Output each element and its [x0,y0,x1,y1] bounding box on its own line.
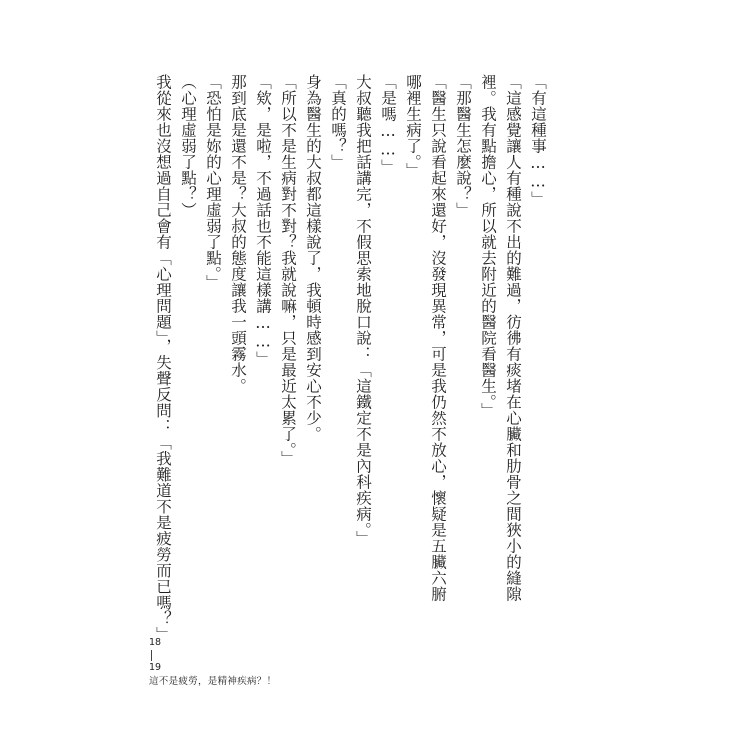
page-folio [149,637,276,688]
paragraph-11: 那到底是還不是？大叔的態度讓我一頭霧水。 [229,74,247,394]
paragraph-3: 「那醫生怎麼說？」 [454,74,472,218]
paragraph-2: 「這感覺讓人有種說不出的難過，彷彿有痰堵在心臟和肋骨之間狹小的縫隙裡。我有點擔心，所以就去附近的醫院看醫生。」 [479,74,522,602]
folio-divider [151,650,152,661]
paragraph-4: 「醫生只說看起來還好，沒發現異常，可是我仍然不放心，懷疑是五臟六腑哪裡生病了。」 [404,74,447,602]
paragraph-7: 「真的嗎？」 [329,74,347,170]
paragraph-13: （心理虛弱了點？） [179,74,197,218]
page-number-left: 18 [149,637,162,648]
paragraph-5: 「是嗎……」 [379,74,397,175]
page-number-right: 19 [149,662,162,673]
paragraph-9: 「所以不是生病對不對？我就說嘛，只是最近太累了。」 [279,74,297,467]
paragraph-8: 身為醫生的大叔都這樣說了，我頓時感到安心不少。 [304,74,322,442]
paragraph-14: 我從來也沒想過自己會有「心理問題」，失聲反問：「我難道不是疲勞而已嗎？」 [154,74,172,643]
paragraph-10: 「欸，是啦，不過話也不能這樣講……」 [254,74,272,367]
paragraph-6: 大叔聽我把話講完，不假思索地脫口說：「這鐵定不是內科疾病。」 [354,74,372,547]
running-title: 這不是疲勞，是精神疾病？！ [149,676,277,687]
paragraph-12: 「恐怕是妳的心理虛弱了點。」 [204,74,222,291]
paragraph-1: 「有這種事……」 [529,74,547,207]
